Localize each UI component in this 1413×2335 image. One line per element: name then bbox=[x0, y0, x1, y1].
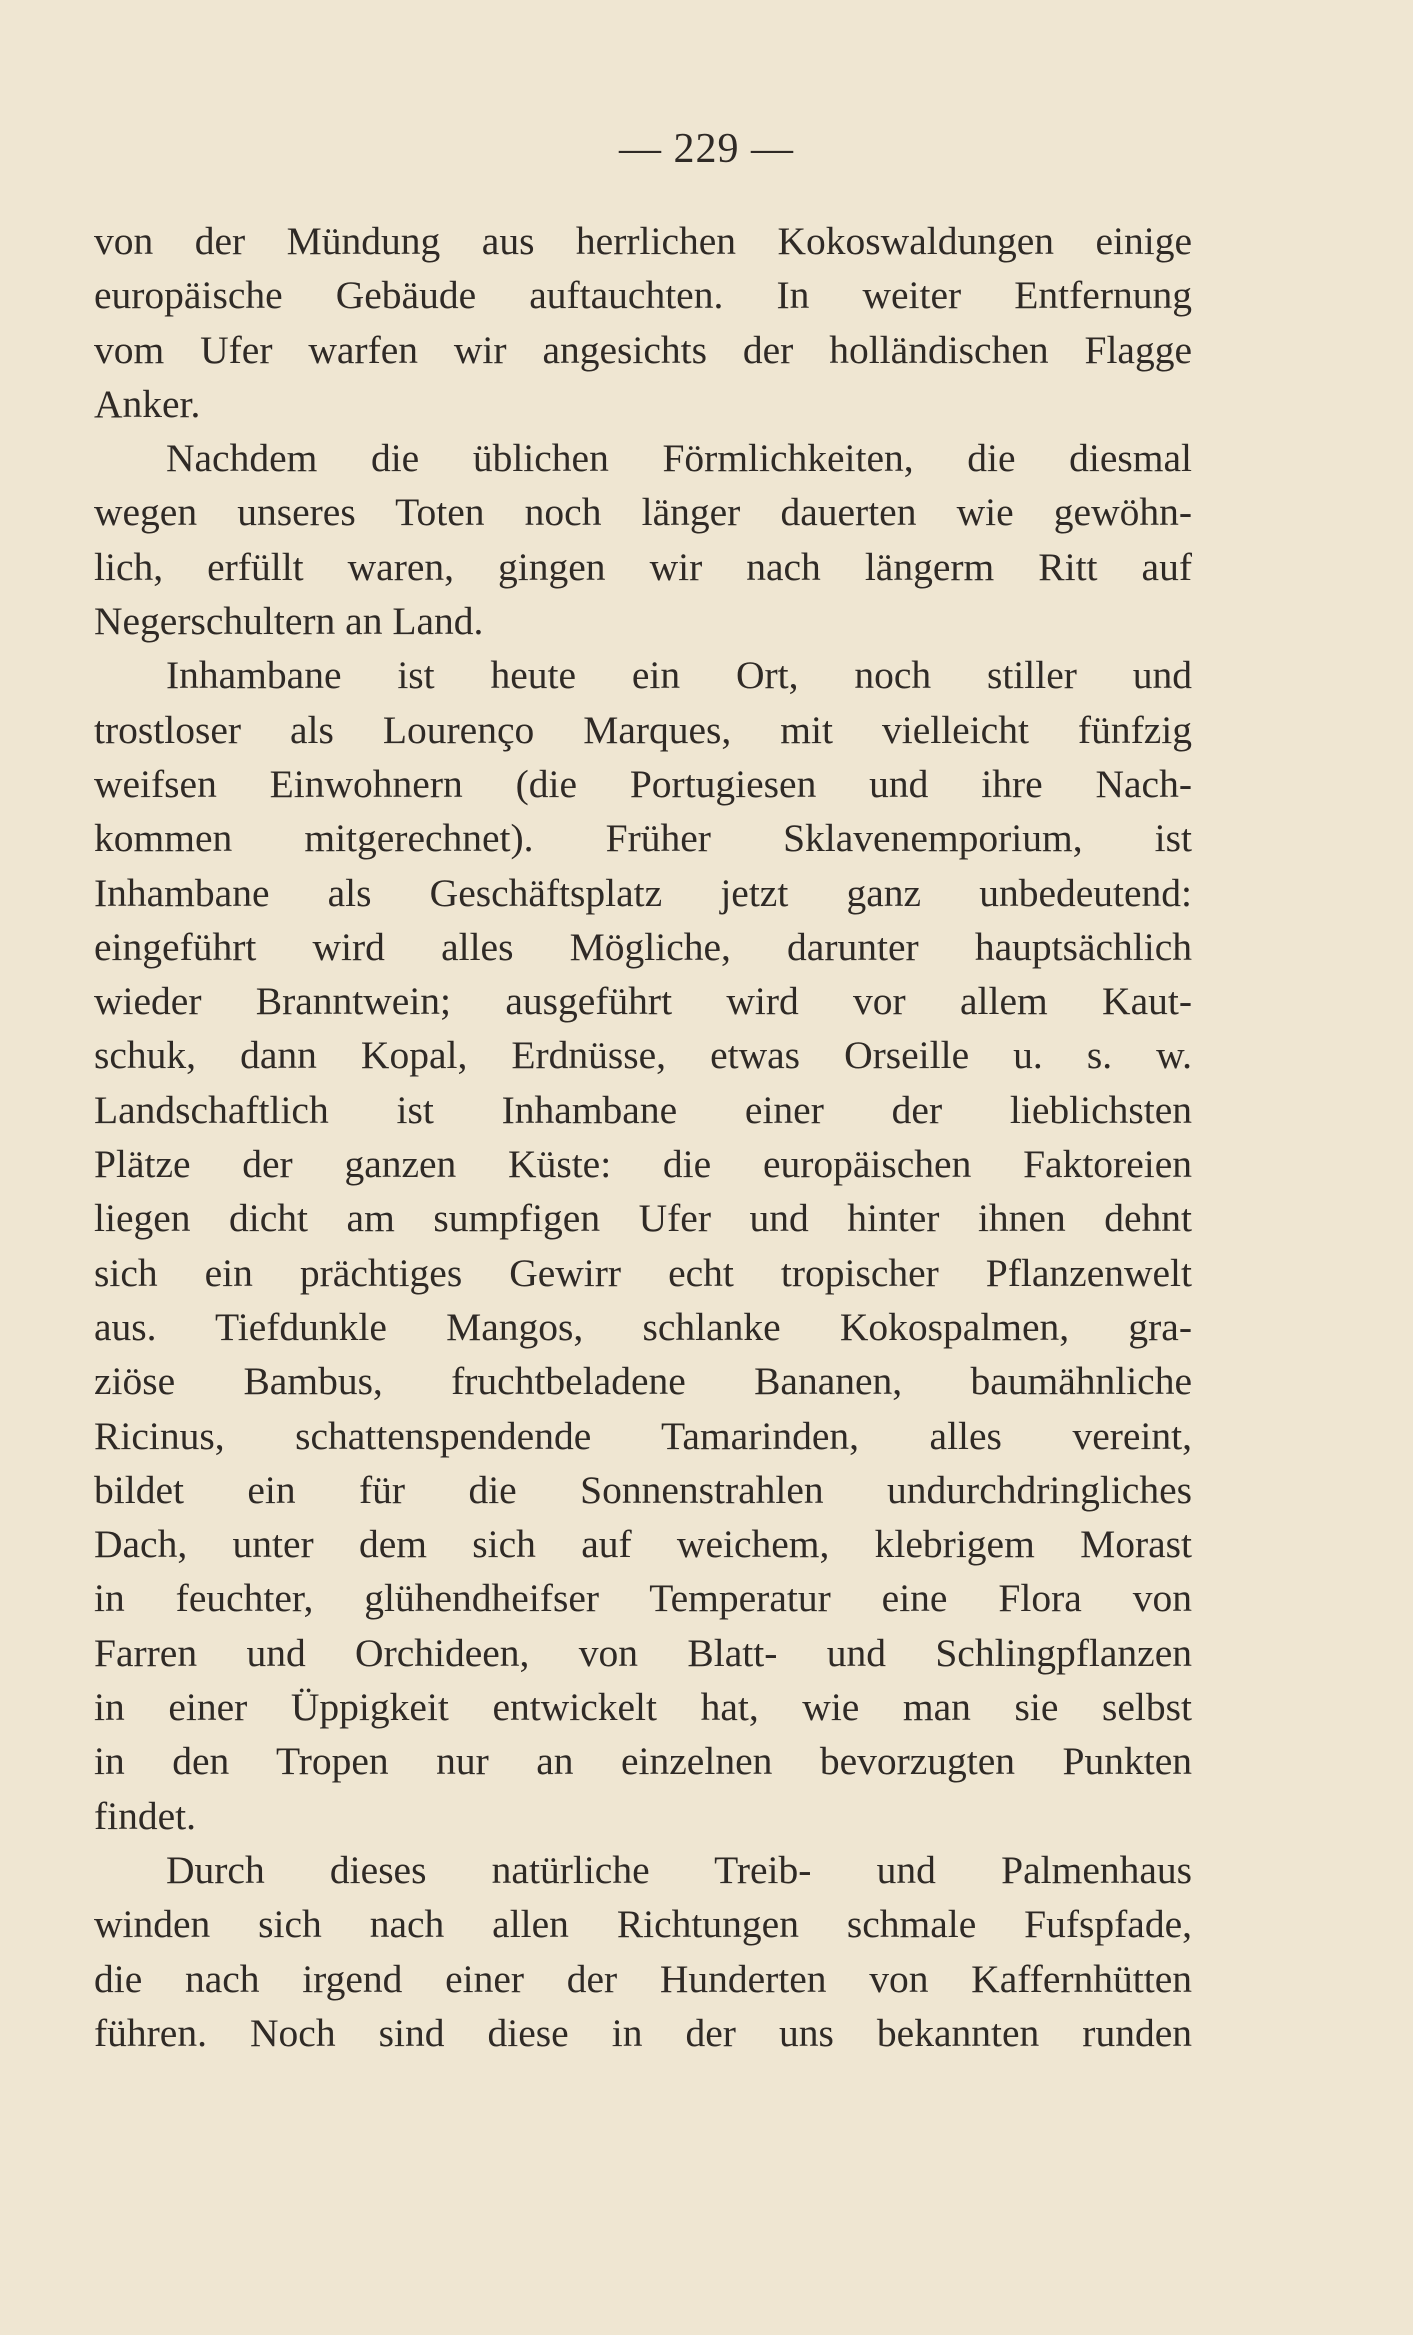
page-number: — 229 — bbox=[619, 126, 794, 172]
text-line: lich, erfüllt waren, gingen wir nach längerm Ritt auf bbox=[94, 544, 1192, 589]
text-line: Landschaftlich ist Inhambane einer der lieblichsten bbox=[94, 1087, 1192, 1132]
text-line: trostloser als Lourenço Marques, mit vielleicht fünfzig bbox=[94, 707, 1192, 752]
text-line: weifsen Einwohnern (die Portugiesen und ihre Nach- bbox=[94, 761, 1192, 806]
text-line: schuk, dann Kopal, Erdnüsse, etwas Orseille u. s. w. bbox=[94, 1033, 1192, 1078]
text-line: vom Ufer warfen wir angesichts der holländischen Flagge bbox=[94, 327, 1192, 372]
text-line: in den Tropen nur an einzelnen bevorzugten Punkten bbox=[94, 1739, 1192, 1784]
text-line: Durch dieses natürliche Treib- und Palmenhaus bbox=[166, 1847, 1192, 1892]
text-line: sich ein prächtiges Gewirr echt tropischer Pflanzenwelt bbox=[94, 1250, 1192, 1295]
text-line: wegen unseres Toten noch länger dauerten wie gewöhn- bbox=[94, 490, 1192, 535]
text-line: bildet ein für die Sonnenstrahlen undurchdringliches bbox=[94, 1467, 1192, 1512]
text-line: Farren und Orchideen, von Blatt- und Schlingpflanzen bbox=[94, 1630, 1192, 1675]
text-line: liegen dicht am sumpfigen Ufer und hinter ihnen dehnt bbox=[94, 1196, 1192, 1241]
text-line: Inhambane als Geschäftsplatz jetzt ganz unbedeutend: bbox=[94, 870, 1192, 915]
text-line: führen. Noch sind diese in der uns bekannten runden bbox=[94, 2010, 1192, 2055]
text-line: Plätze der ganzen Küste: die europäischen Faktoreien bbox=[94, 1142, 1192, 1187]
text-line: in einer Üppigkeit entwickelt hat, wie man sie selbst bbox=[94, 1685, 1192, 1730]
text-line: findet. bbox=[94, 1793, 197, 1838]
text-line: aus. Tiefdunkle Mangos, schlanke Kokospalmen, gra- bbox=[94, 1304, 1192, 1349]
text-line: ziöse Bambus, fruchtbeladene Bananen, baumähnliche bbox=[94, 1359, 1192, 1404]
text-line: kommen mitgerechnet). Früher Sklavenemporium, ist bbox=[94, 816, 1192, 861]
text-line: in feuchter, glühendheifser Temperatur eine Flora von bbox=[94, 1576, 1192, 1621]
text-line: Nachdem die üblichen Förmlichkeiten, die diesmal bbox=[166, 436, 1192, 481]
text-line: europäische Gebäude auftauchten. In weiter Entfernung bbox=[94, 273, 1192, 318]
text-line: Inhambane ist heute ein Ort, noch stiller und bbox=[166, 653, 1192, 698]
text-line: die nach irgend einer der Hunderten von Kaffernhütten bbox=[94, 1956, 1192, 2001]
text-line: Negerschultern an Land. bbox=[94, 599, 484, 644]
text-line: winden sich nach allen Richtungen schmale Fufspfade, bbox=[94, 1902, 1192, 1947]
text-line: Dach, unter dem sich auf weichem, klebrigem Morast bbox=[94, 1522, 1192, 1567]
text-line: von der Mündung aus herrlichen Kokoswaldungen einige bbox=[94, 219, 1192, 263]
text-line: eingeführt wird alles Mögliche, darunter hauptsächlich bbox=[94, 924, 1192, 969]
body-text bbox=[94, 214, 1192, 2060]
text-line: Anker. bbox=[94, 381, 201, 426]
text-line: Ricinus, schattenspendende Tamarinden, alles vereint, bbox=[94, 1413, 1192, 1458]
text-line: wieder Branntwein; ausgeführt wird vor allem Kaut- bbox=[94, 979, 1192, 1024]
